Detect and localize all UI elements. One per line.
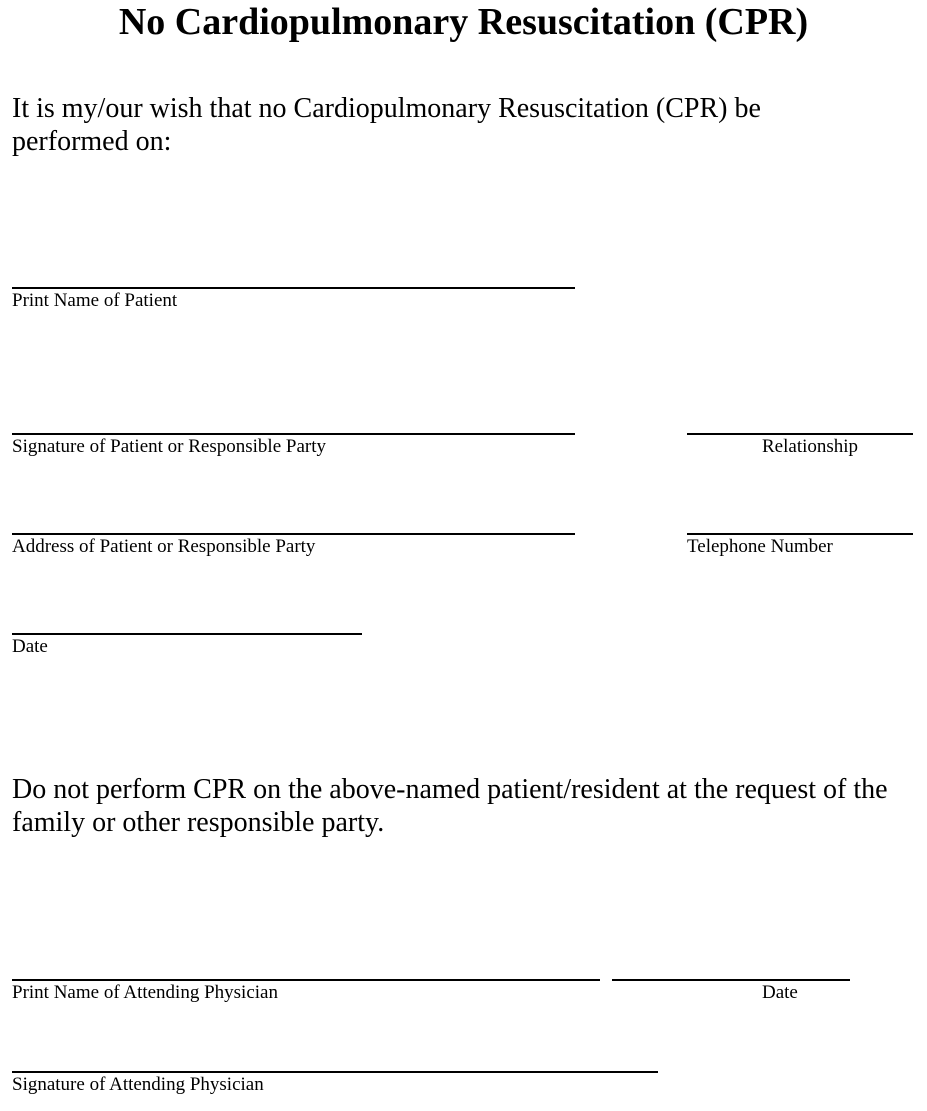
patient-name-label: Print Name of Patient (12, 290, 178, 311)
relationship-label: Relationship (762, 436, 859, 457)
physician-signature-line[interactable] (12, 1071, 658, 1073)
relationship-line[interactable] (687, 433, 913, 435)
physician-name-line[interactable] (12, 979, 600, 981)
instruction-text: Do not perform CPR on the above-named patient/resident at the request of the family or other responsible party. (12, 774, 888, 838)
patient-date-label: Date (12, 636, 48, 657)
telephone-line[interactable] (687, 533, 913, 535)
patient-name-line[interactable] (12, 287, 575, 289)
telephone-label: Telephone Number (687, 536, 833, 557)
physician-date-label: Date (762, 982, 798, 1003)
page-title: No Cardiopulmonary Resuscitation (CPR) (118, 1, 809, 43)
patient-signature-label: Signature of Patient or Responsible Party (12, 436, 326, 457)
address-label: Address of Patient or Responsible Party (12, 536, 316, 557)
patient-signature-line[interactable] (12, 433, 575, 435)
intro-text: It is my/our wish that no Cardiopulmonary Resuscitation (CPR) be performed on: (12, 93, 761, 157)
physician-name-label: Print Name of Attending Physician (12, 982, 278, 1003)
physician-signature-label: Signature of Attending Physician (12, 1074, 264, 1095)
address-line[interactable] (12, 533, 575, 535)
physician-date-line[interactable] (612, 979, 850, 981)
patient-date-line[interactable] (12, 633, 362, 635)
